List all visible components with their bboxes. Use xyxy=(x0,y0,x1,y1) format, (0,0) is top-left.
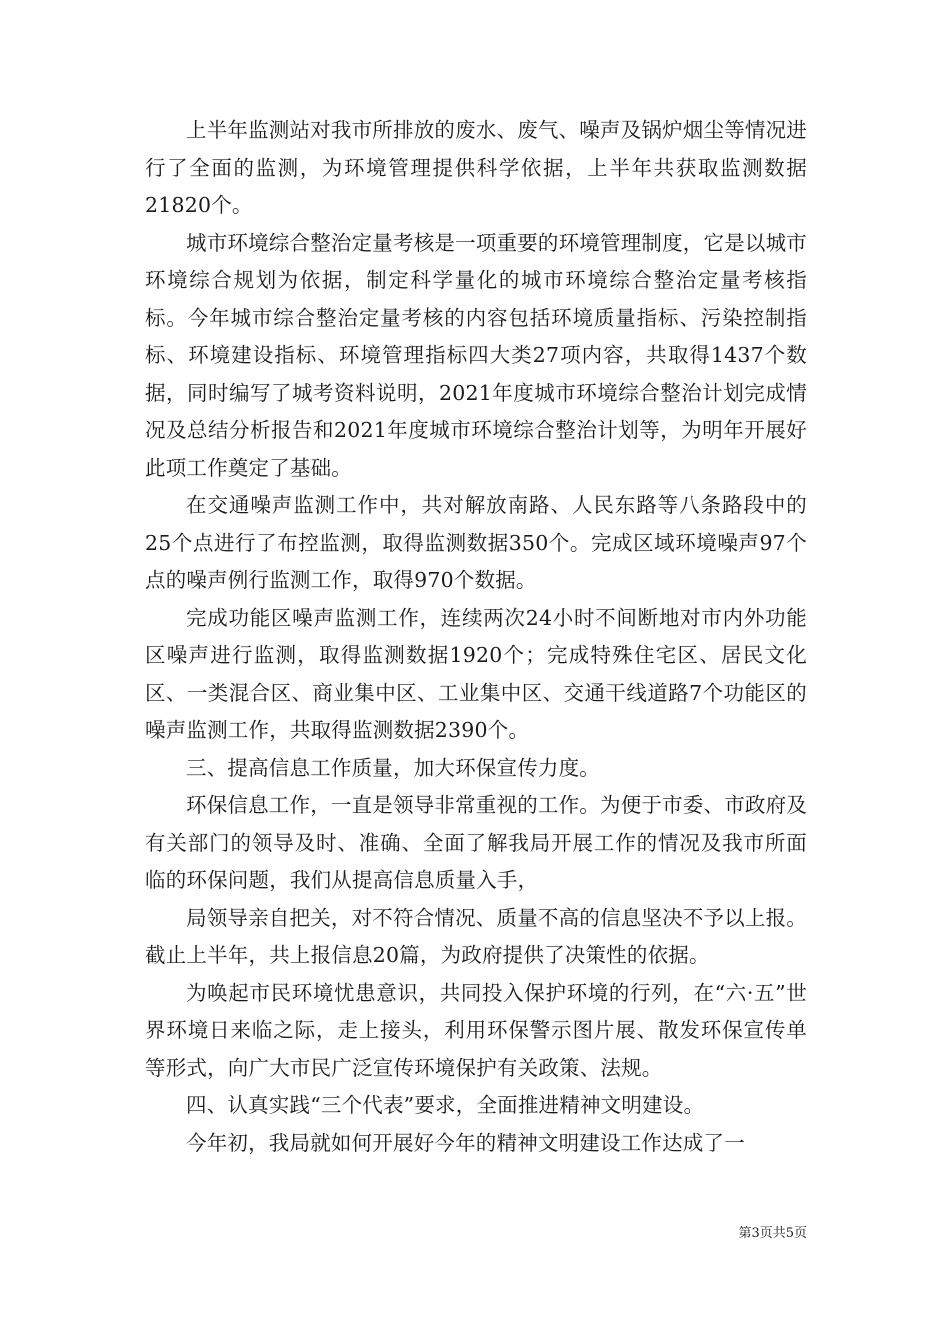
section-heading-civilization: 四、认真实践“三个代表”要求，全面推进精神文明建设。 xyxy=(186,1093,705,1117)
page-number: 第3页共5页 xyxy=(738,1226,807,1241)
paragraph-monitoring-summary: 上半年监测站对我市所排放的废水、废气、噪声及锅炉烟尘等情况进行了全面的监测，为环境管理提供科学依据，上半年共获取监测数据21820个。 xyxy=(145,118,807,217)
section-heading-information: 三、提高信息工作质量，加大环保宣传力度。 xyxy=(186,755,600,780)
paragraph-public-awareness: 为唤起市民环境忧患意识，共同投入保护环境的行列，在“六·五”世界环境日来临之际，走上接头，利用环保警示图片展、散发环保宣传单等形式，向广大市民广泛宣传环境保护有关政策、法规。 xyxy=(145,980,807,1080)
paragraph-leadership-review: 局领导亲自把关，对不符合情况、质量不高的信息坚决不予以上报。截止上半年，共上报信息20篇，为政府提供了决策性的依据。 xyxy=(145,905,807,967)
paragraph-functional-zone-noise: 完成功能区噪声监测工作，连续两次24小时不间断地对市内外功能区噪声进行监测，取得监测数据1920个；完成特殊住宅区、居民文化区、一类混合区、商业集中区、工业集中区、交通干线道路7个功能区的噪声监测工作，共取得监测数据2390个。 xyxy=(145,605,807,742)
paragraph-information-work: 环保信息工作，一直是领导非常重视的工作。为便于市委、市政府及有关部门的领导及时、准确、全面了解我局开展工作的情况及我市所面临的环保问题，我们从提高信息质量入手， xyxy=(145,793,807,892)
paragraph-year-start: 今年初，我局就如何开展好今年的精神文明建设工作达成了一 xyxy=(186,1130,745,1155)
paragraph-city-assessment: 城市环境综合整治定量考核是一项重要的环境管理制度，它是以城市环境综合规划为依据，制定科学量化的城市环境综合整治定量考核指标。今年城市综合整治定量考核的内容包括环境质量指标、污染控制指标、环境建设指标、环境管理指标四大类27项内容，共取得1437个数据，同时编写了城考资料说明，2021年度城市环境综合整治计划完成情况及总结分析报告和2021年度城市环境综合整治计划等，为明年开展好此项工作奠定了基础。 xyxy=(145,230,807,480)
document-body xyxy=(145,112,807,1162)
paragraph-traffic-noise: 在交通噪声监测工作中，共对解放南路、人民东路等八条路段中的25个点进行了布控监测，取得监测数据350个。完成区域环境噪声97个点的噪声例行监测工作，取得970个数据。 xyxy=(145,493,807,592)
